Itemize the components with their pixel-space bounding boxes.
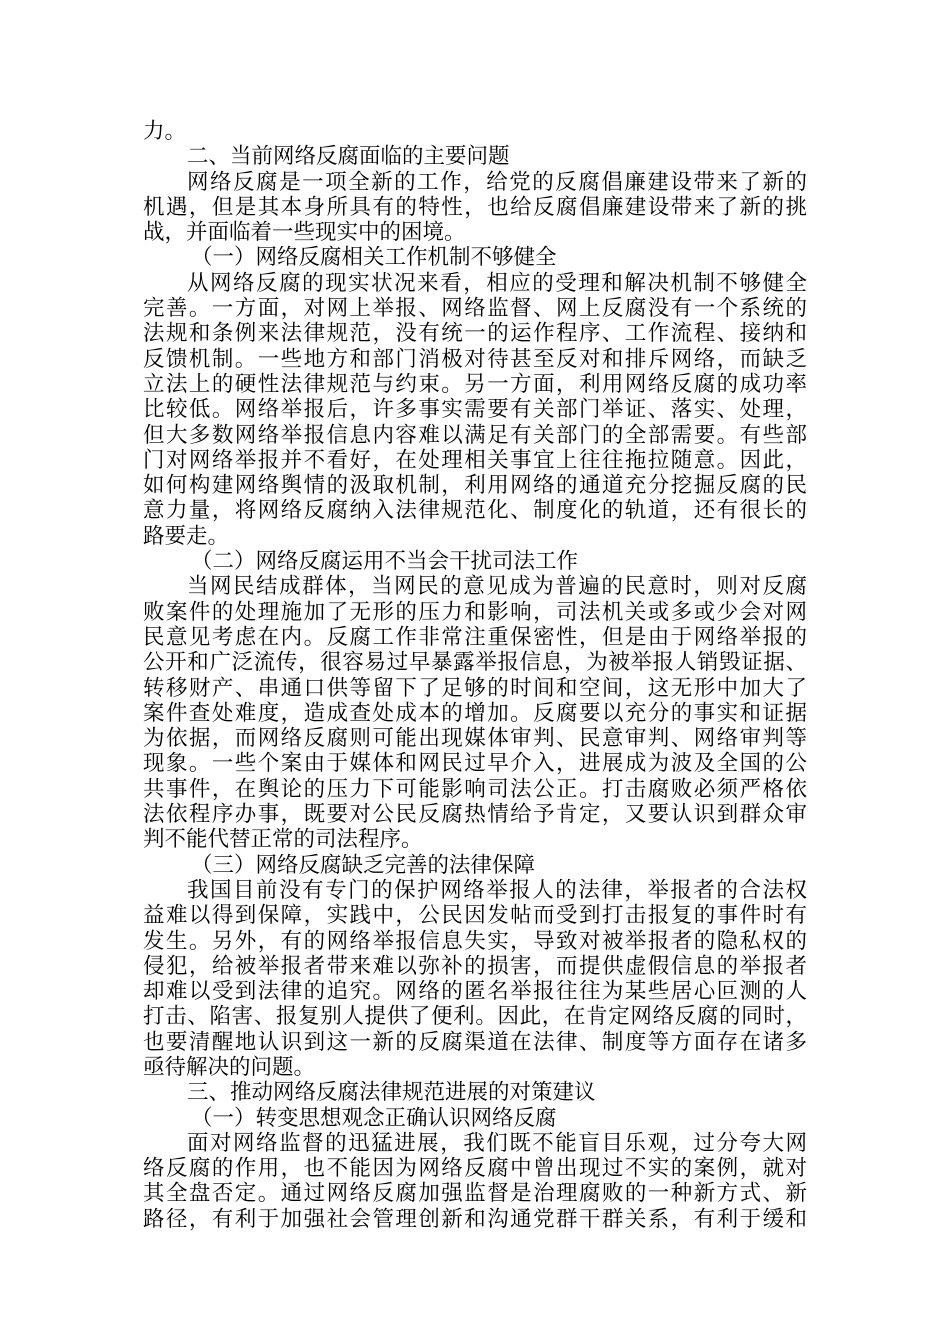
text-line: 亟待解决的问题。 (143, 1054, 316, 1080)
text-line: 益难以得到保障，实践中，公民因发帖而受到打击报复的事件时有 (143, 903, 807, 929)
text-line: 法规和条例来法律规范，没有统一的运作程序、工作流程、接纳和 (143, 321, 807, 347)
text-line: 也要清醒地认识到这一新的反腐渠道在法律、制度等方面存在诸多 (143, 1029, 807, 1055)
text-line: 法依程序办事，既要对公民反腐热情给予肯定，又要认识到群众审 (143, 802, 807, 828)
text-line: 战，并面临着一些现实中的困境。 (143, 220, 466, 246)
text-line: 路要走。 (143, 523, 230, 549)
text-line: 判不能代替正常的司法程序。 (143, 827, 423, 853)
text-line: 三、推动网络反腐法律规范进展的对策建议 (187, 1080, 596, 1106)
text-line: 门对网络举报并不看好，在处理相关事宜上往往拖拉随意。因此， (143, 447, 807, 473)
text-line: （一）网络反腐相关工作机制不够健全 (191, 245, 557, 271)
text-line: 败案件的处理施加了无形的压力和影响，司法机关或多或少会对网 (143, 599, 807, 625)
text-line: 意力量，将网络反腐纳入法律规范化、制度化的轨道，还有很长的 (143, 498, 807, 524)
text-line: 路径，有利于加强社会管理创新和沟通党群干群关系，有利于缓和 (143, 1206, 807, 1232)
text-line: 案件查处难度，造成查处成本的增加。反腐要以充分的事实和证据 (143, 700, 807, 726)
text-line: 面对网络监督的迅猛进展，我们既不能盲目乐观，过分夸大网 (187, 1130, 807, 1156)
text-line: 反馈机制。一些地方和部门消极对待甚至反对和排斥网络，而缺乏 (143, 346, 807, 372)
text-line: 如何构建网络舆情的汲取机制，利用网络的通道充分挖掘反腐的民 (143, 473, 807, 499)
text-line: 却难以受到法律的追究。网络的匿名举报往往为某些居心叵测的人 (143, 979, 807, 1005)
text-line: 络反腐的作用，也不能因为网络反腐中曾出现过不实的案例，就对 (143, 1156, 807, 1182)
text-line: 力。 (143, 119, 187, 144)
text-line: （二）网络反腐运用不当会干扰司法工作 (191, 549, 579, 575)
text-line: 但大多数网络举报信息内容难以满足有关部门的全部需要。有些部 (143, 422, 807, 448)
text-line: 二、当前网络反腐面临的主要问题 (187, 144, 510, 170)
text-line: 我国目前没有专门的保护网络举报人的法律，举报者的合法权 (187, 877, 807, 903)
text-line: 立法上的硬性法律规范与约束。另一方面，利用网络反腐的成功率 (143, 371, 807, 397)
text-line: 为依据，而网络反腐则可能出现媒体审判、民意审判、网络审判等 (143, 726, 807, 752)
text-line: 转移财产、串通口供等留下了足够的时间和空间，这无形中加大了 (143, 675, 807, 701)
text-line: 网络反腐是一项全新的工作，给党的反腐倡廉建设带来了新的 (187, 169, 807, 195)
text-line: 比较低。网络举报后，许多事实需要有关部门举证、落实、处理， (143, 397, 807, 423)
text-line: 打击、陷害、报复别人提供了便利。因此，在肯定网络反腐的同时， (143, 1004, 807, 1030)
text-line: 民意见考虑在内。反腐工作非常注重保密性，但是由于网络举报的 (143, 624, 807, 650)
text-line: 发生。另外，有的网络举报信息失实，导致对被举报者的隐私权的 (143, 928, 807, 954)
document-body (143, 119, 807, 1232)
text-line: 现象。一些个案由于媒体和网民过早介入，进展成为波及全国的公 (143, 751, 807, 777)
text-line: 公开和广泛流传，很容易过早暴露举报信息，为被举报人销毁证据、 (143, 650, 807, 676)
text-line: 完善。一方面，对网上举报、网络监督、网上反腐没有一个系统的 (143, 296, 807, 322)
text-line: 从网络反腐的现实状况来看，相应的受理和解决机制不够健全 (187, 270, 807, 296)
text-line: 机遇，但是其本身所具有的特性，也给反腐倡廉建设带来了新的挑 (143, 194, 807, 220)
text-line: 当网民结成群体，当网民的意见成为普遍的民意时，则对反腐 (187, 574, 807, 600)
text-line: （一）转变思想观念正确认识网络反腐 (191, 1105, 557, 1131)
text-line: 其全盘否定。通过网络反腐加强监督是治理腐败的一种新方式、新 (143, 1181, 807, 1207)
text-line: （三）网络反腐缺乏完善的法律保障 (191, 852, 536, 878)
text-line: 侵犯，给被举报者带来难以弥补的损害，而提供虚假信息的举报者 (143, 953, 807, 979)
text-line: 共事件，在舆论的压力下可能影响司法公正。打击腐败必须严格依 (143, 776, 807, 802)
